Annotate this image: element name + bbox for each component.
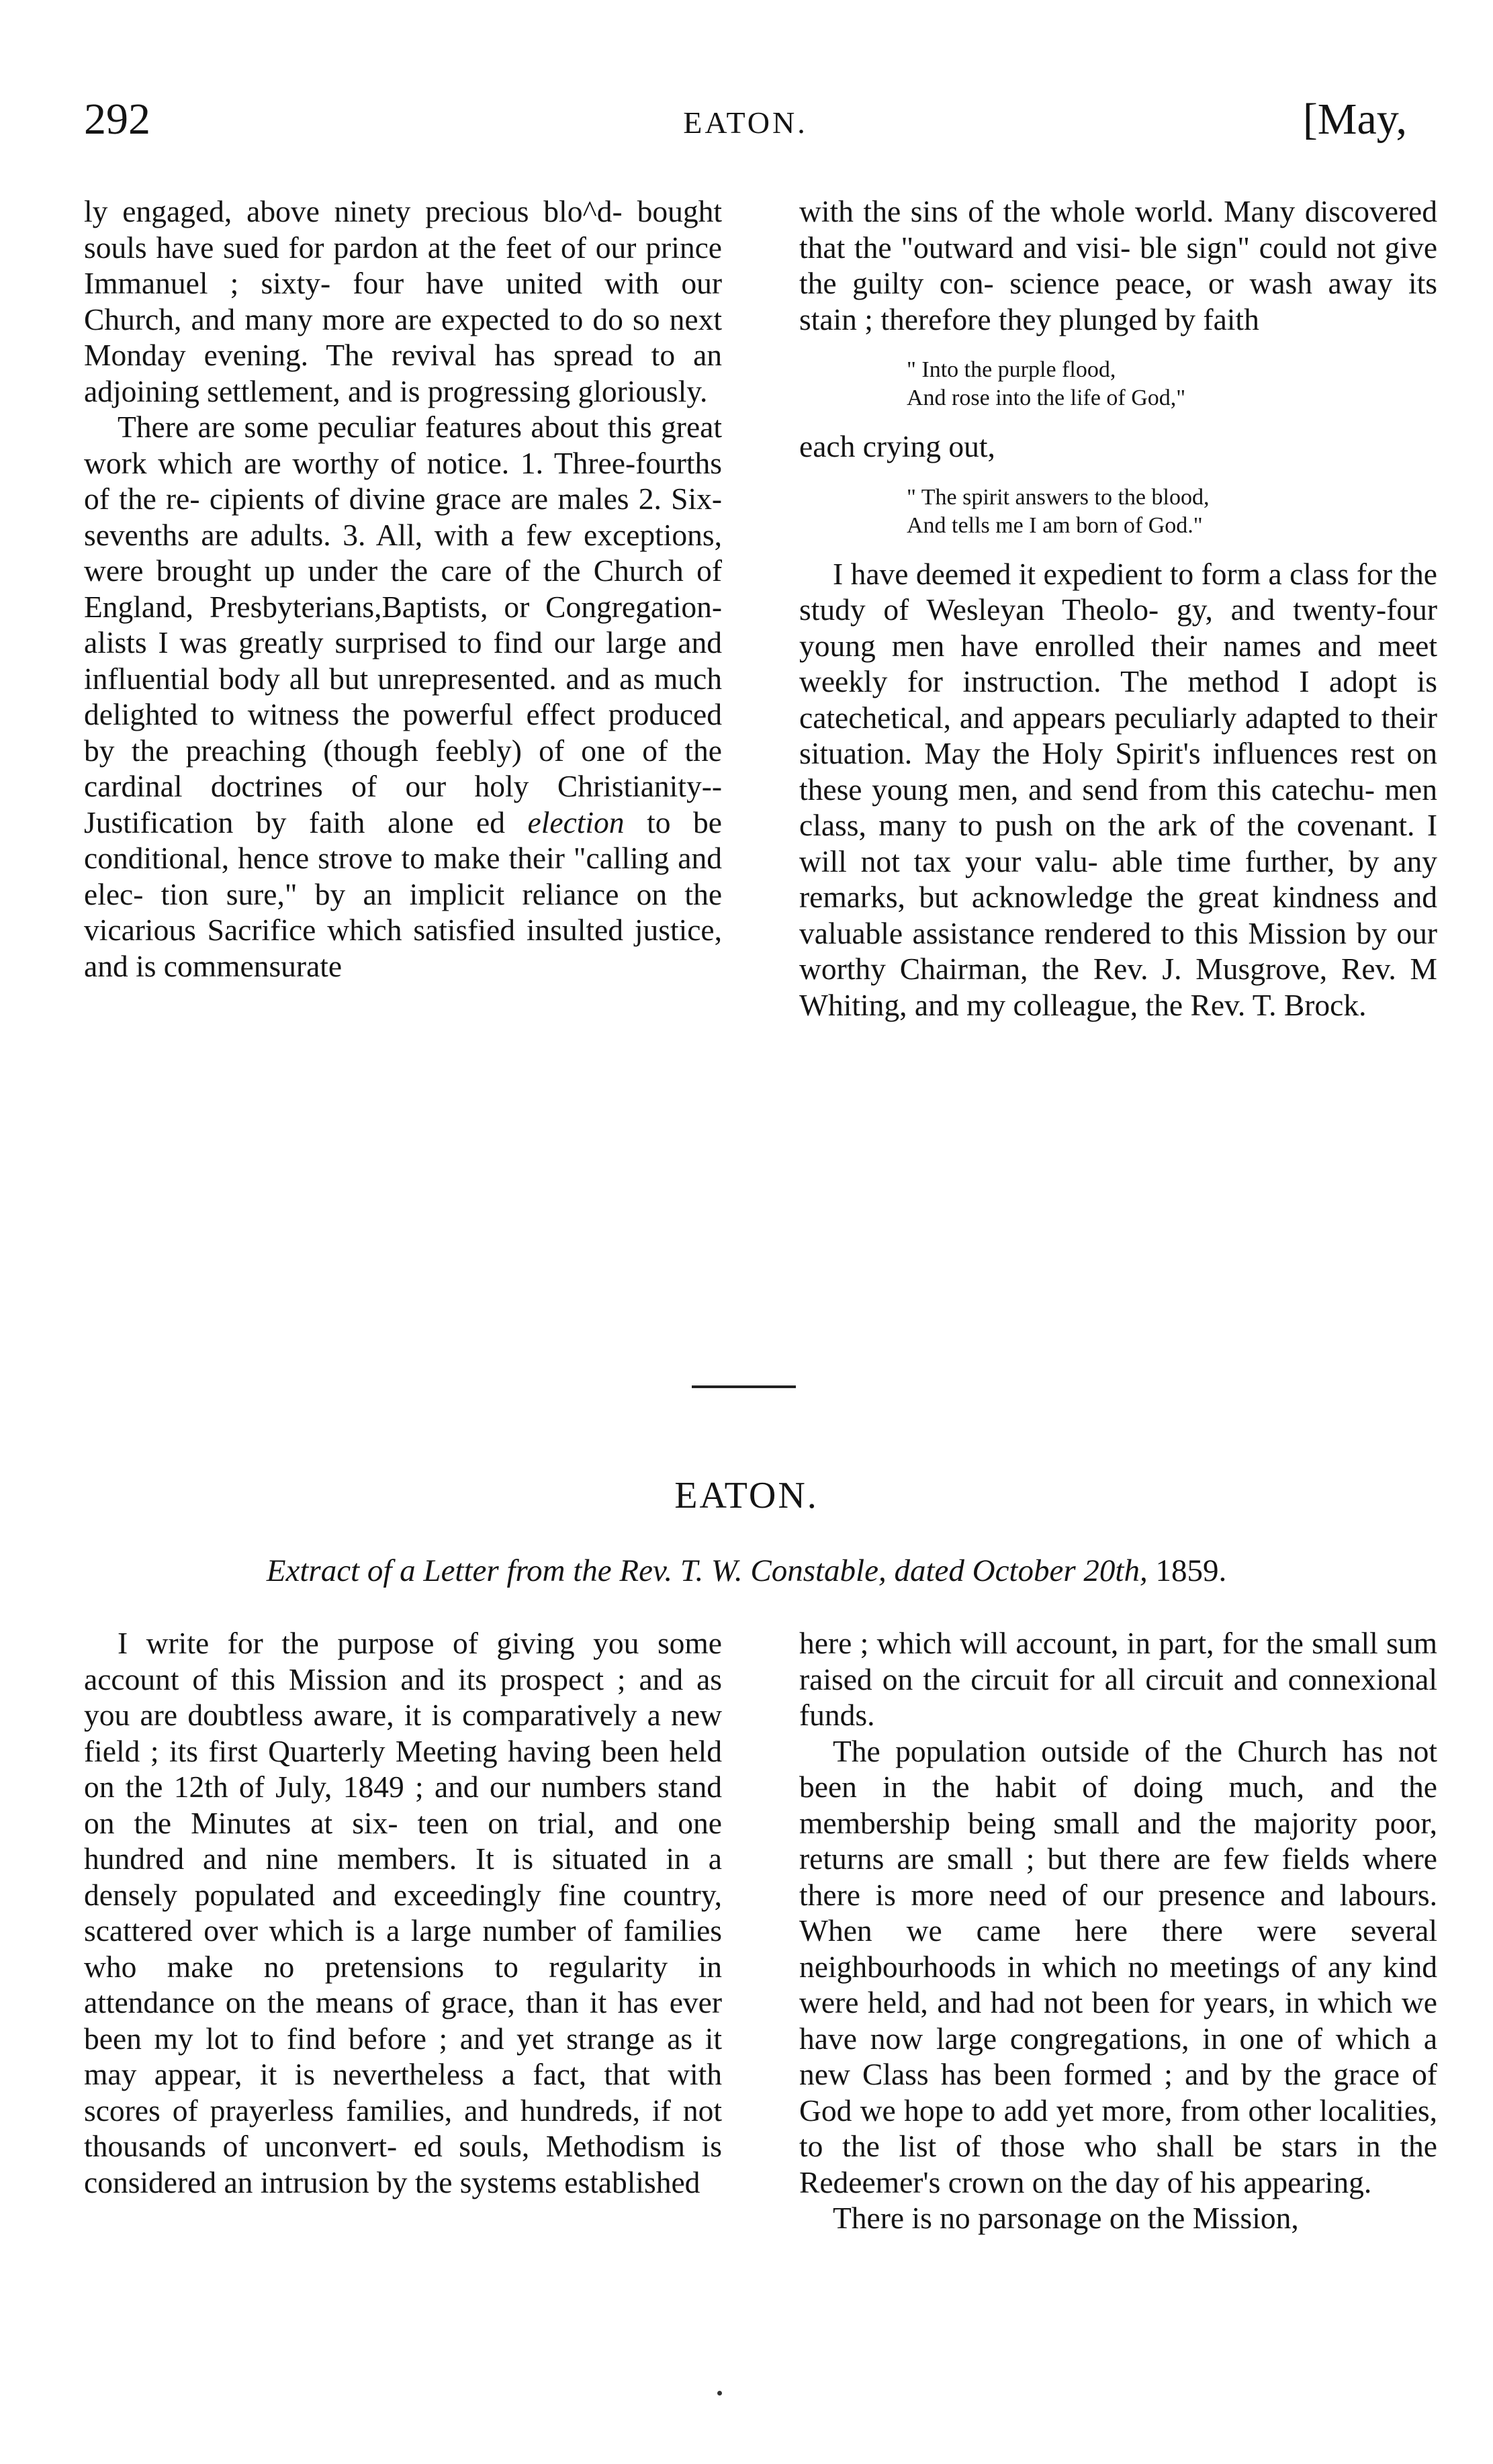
section-subtitle: Extract of a Letter from the Rev. T. W. Constable, dated October 20th, 1859.: [266, 1553, 1227, 1588]
paragraph: ly engaged, above ninety precious blo^d- bought souls have sued for pardon at the feet of our prince Immanuel ; sixty- four have united with our Church, and many more are expected to do so next Monday evening. The revival has spread to an adjoining settlement, and is progressing gloriously.: [84, 194, 723, 408]
bottom-left-column: [84, 1625, 722, 2200]
bottom-right-column: [799, 1625, 1437, 2236]
top-left-column: [84, 193, 722, 984]
paragraph: The population outside of the Church has not been in the habit of doing much, and the membership being small and the majority poor, returns are small ; but there are few fields where there is more need of our presence and labours. When we came here there were several neighbourhoods in which no meetings of any kind were held, and had not been for years, in which we have now large congregations, in one of which a new Class has been formed ; and by the grace of God we hope to add yet more, from other localities, to the list of those who shall be stars in the Redeemer's crown on the day of his appearing.: [799, 1733, 1438, 2199]
top-right-column: [799, 193, 1437, 1023]
paragraph: I write for the purpose of giving you some account of this Mission and its prospect ; and as you are doubtless aware, it is comparatively a new field ; its first Quarterly Meeting having been held on the 12th of July, 1849 ; and our numbers stand on the Minutes at six- teen on trial, and one hundred and nine members. It is situated in a densely populated and exceedingly fine country, scattered over which is a large number of families who make no pretensions to regularity in attendance on the means of grace, than it has ever been my lot to find before ; and yet strange as it may appear, it is nevertheless a fact, that with scores of prayerless families, and hundreds, if not thousands of unconvert- ed souls, Methodism is considered an intrusion by the systems established: [84, 1626, 723, 2199]
paragraph: I have deemed it expedient to form a class for the study of Wesleyan Theolo- gy, and twenty-four young men have enrolled their names and meet weekly for instruction. The method I adopt is catechetical, and appears peculiarly adapted to their situation. May the Holy Spirit's influences rest on these young men, and send from this catechu- men class, many to push on the ark of the covenant. I will not tax your valu- able time further, by any remarks, but acknowledge the great kindness and valuable assistance rendered to this Mission by our worthy Chairman, the Rev. J. Musgrove, Rev. M Whiting, and my colleague, the Rev. T. Brock.: [799, 556, 1438, 1022]
verse-quote: " Into the purple flood, And rose into the life of God,": [907, 357, 1186, 410]
running-title: EATON.: [683, 105, 808, 140]
page-number: 292: [84, 95, 150, 144]
footer-mark: [717, 2391, 722, 2395]
paragraph: with the sins of the whole world. Many discovered that the "outward and visi- ble sign" could not give the guilty con- science peace, or wash away its stain ; therefore they plunged by faith: [799, 194, 1438, 336]
verse-quote: " The spirit answers to the blood, And tells me I am born of God.": [907, 484, 1210, 538]
section-divider: [692, 1385, 796, 1388]
date-mark: [May,: [1302, 95, 1407, 144]
italic-word: election: [527, 805, 625, 839]
page-header: [84, 94, 1407, 168]
paragraph: There are some peculiar features about this great work which are worthy of notice. 1. Three-fourths of the re- cipients of divine grace are males 2. Six-sevenths are adults. 3. All, with a few exceptions, were brought up under the care of the Church of England, Presbyterians,Baptists, or Congregation- alists I was greatly surprised to find our large and influential body all but unrepresented. and as much delighted to witness the powerful effect produced by the preaching (though feebly) of one of the cardinal doctrines of our holy Christianity--Justification by faith alone ed election to be conditional, hence strove to make their "calling and elec- tion sure," by an implicit reliance on the vicarious Sacrifice which satisfied insulted justice, and is commensurate: [84, 410, 723, 983]
section-title: EATON.: [674, 1475, 819, 1516]
paragraph: There is no parsonage on the Mission,: [833, 2201, 1299, 2235]
paragraph: here ; which will account, in part, for the small sum raised on the circuit for all circuit and connexional funds.: [799, 1626, 1438, 1732]
verse-intro: each crying out,: [799, 429, 995, 463]
